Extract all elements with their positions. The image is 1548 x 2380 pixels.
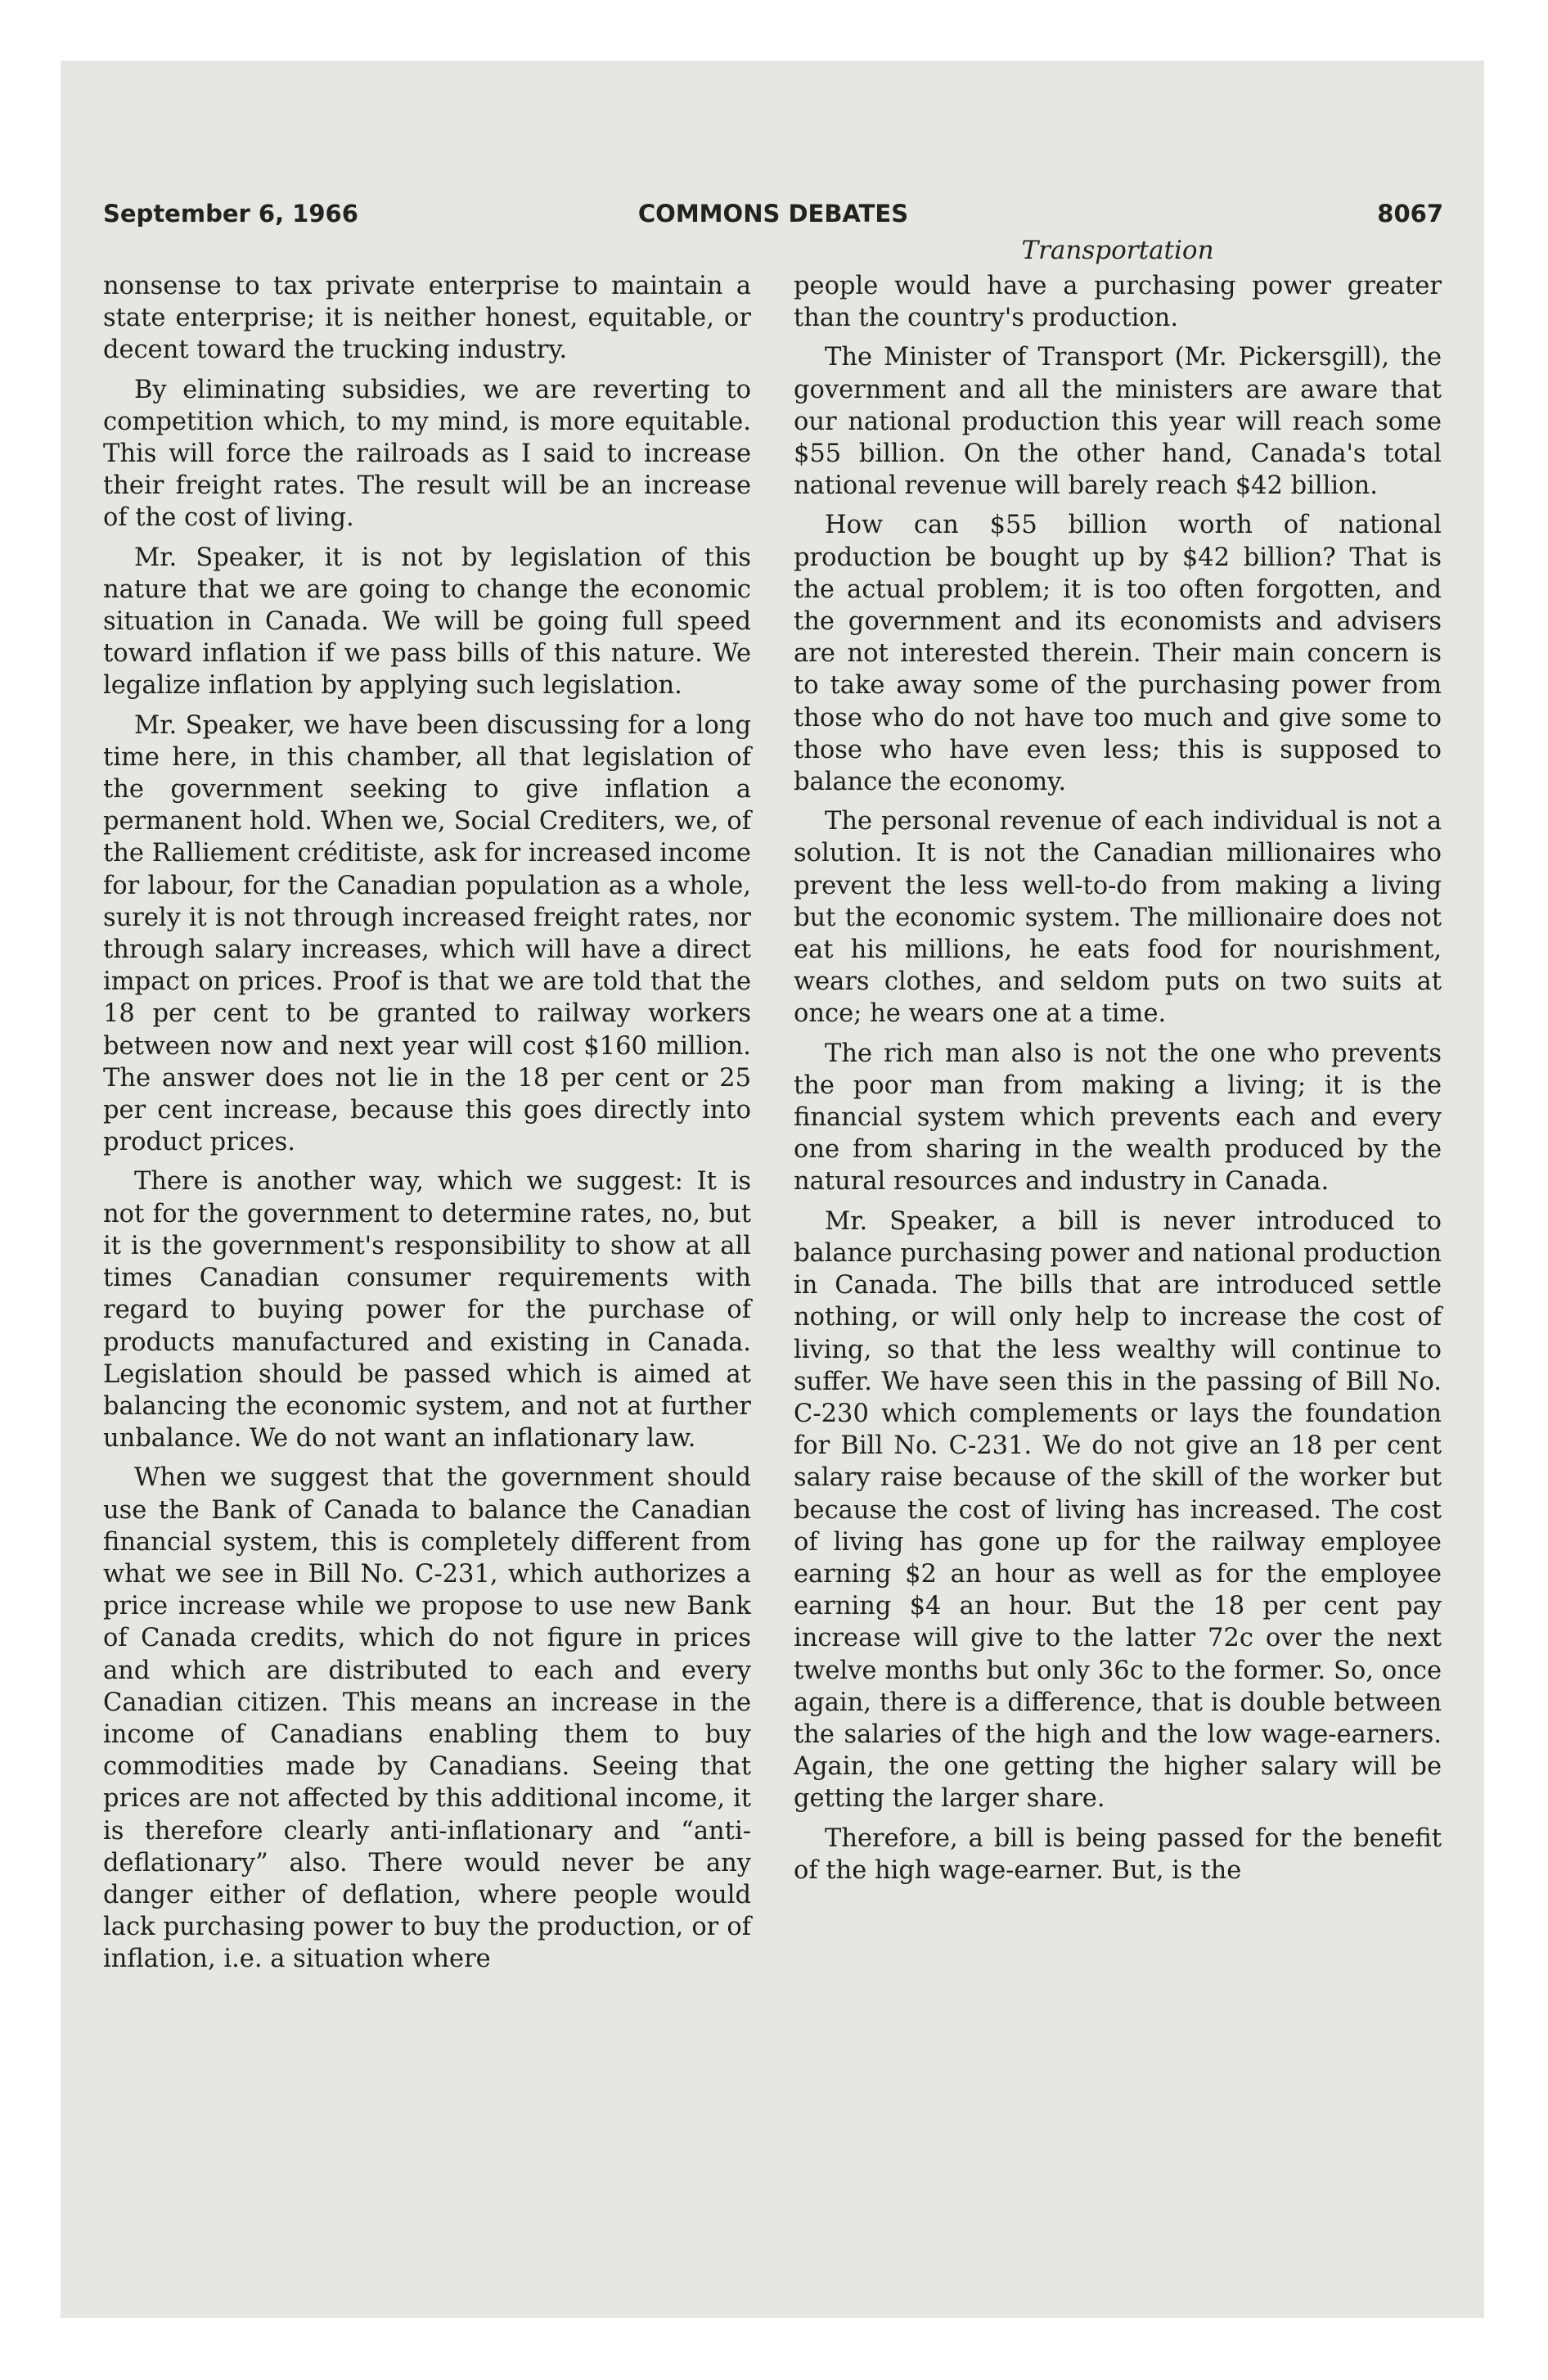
paragraph: There is another way, which we suggest: It is not for the government to determine rates, no, but it is the government's responsibility to show at all times Canadian consumer requirements with regard to buying power for the purchase of products manufactured and existing in Canada. Legislation should be passed which is aimed at balancing the economic system, and not at further unbalance. We do not want an inflationary law. — [103, 1167, 751, 1454]
header-title: COMMONS DEBATES — [637, 200, 909, 228]
running-header — [103, 200, 1443, 241]
paragraph: Mr. Speaker, we have been discussing for a long time here, in this chamber, all that legislation of the government seeking to give inflation a permanent hold. When we, Social Crediters, we, of the Ralliement créditiste, ask for increased income for labour, for the Canadian population as a whole, surely it is not through increased freight rates, nor through salary increases, which will have a direct impact on prices. Proof is that we are told that the 18 per cent to be granted to railway workers between now and next year will cost $160 million. The answer does not lie in the 18 per cent or 25 per cent increase, because this goes directly into product prices. — [103, 710, 751, 1157]
paragraph: How can $55 billion worth of national production be bought up by $42 billion? That is the actual problem; it is too often forgotten, and the government and its economists and advisers are not interested therein. Their main concern is to take away some of the purchasing power from those who do not have too much and give some to those who have even less; this is supposed to balance the economy. — [794, 511, 1442, 797]
right-column — [794, 270, 1442, 1894]
paragraph: Mr. Speaker, a bill is never introduced to balance purchasing power and national production in Canada. The bills that are introduced settle nothing, or will only help to increase the cost of living, so that the less wealthy will continue to suffer. We have seen this in the passing of Bill No. C-230 which complements or lays the foundation for Bill No. C-231. We do not give an 18 per cent salary raise because of the skill of the worker but because the cost of living has increased. The cost of living has gone up for the railway employee earning $2 an hour as well as for the employee earning $4 an hour. But the 18 per cent pay increase will give to the latter 72c over the next twelve months but only 36c to the former. So, once again, there is a difference, that is double between the salaries of the high and the low wage-earners. Again, the one getting the higher salary will be getting the larger share. — [794, 1206, 1442, 1814]
paragraph: people would have a purchasing power greater than the country's production. — [794, 272, 1442, 333]
paragraph: When we suggest that the government should use the Bank of Canada to balance the Canadian financial system, this is completely different from what we see in Bill No. C-231, which authorizes a price increase while we propose to use new Bank of Canada credits, which do not figure in prices and which are distributed to each and every Canadian citizen. This means an increase in the income of Canadians enabling them to buy commodities made by Canadians. Seeing that prices are not affected by this additional income, it is therefore clearly anti-inflationary and “anti-deflationary” also. There would never be any danger either of deflation, where people would lack purchasing power to buy the production, or of inflation, i.e. a situation where — [103, 1463, 751, 1974]
left-column — [103, 270, 751, 1983]
paragraph: By eliminating subsidies, we are reverting to competition which, to my mind, is more equitable. This will force the railroads as I said to increase their freight rates. The result will be an increase of the cost of living. — [103, 375, 751, 533]
paragraph: The personal revenue of each individual is not a solution. It is not the Canadian millionaires who prevent the less well-to-do from making a living but the economic system. The millionaire does not eat his millions, he eats food for nourishment, wears clothes, and seldom puts on two suits at once; he wears one at a time. — [794, 807, 1442, 1029]
paragraph: The rich man also is not the one who prevents the poor man from making a living; it is the financial system which prevents each and every one from sharing in the wealth produced by the natural resources and industry in Canada. — [794, 1039, 1442, 1197]
page-number: 8067 — [1377, 200, 1443, 228]
section-title: Transportation — [1021, 236, 1214, 265]
paragraph: The Minister of Transport (Mr. Pickersgill), the government and all the ministers are aware that our national production this year will reach some $55 billion. On the other hand, Canada's total national revenue will barely reach $42 billion. — [794, 343, 1442, 501]
page-scan — [61, 61, 1484, 2318]
paragraph: nonsense to tax private enterprise to maintain a state enterprise; it is neither honest, equitable, or decent toward the trucking industry. — [103, 272, 751, 365]
paragraph: Therefore, a bill is being passed for the benefit of the high wage-earner. But, is the — [794, 1823, 1442, 1885]
header-date: September 6, 1966 — [103, 200, 358, 228]
paragraph: Mr. Speaker, it is not by legislation of this nature that we are going to change the economic situation in Canada. We will be going full speed toward inflation if we pass bills of this nature. We legalize inflation by applying such legislation. — [103, 543, 751, 701]
